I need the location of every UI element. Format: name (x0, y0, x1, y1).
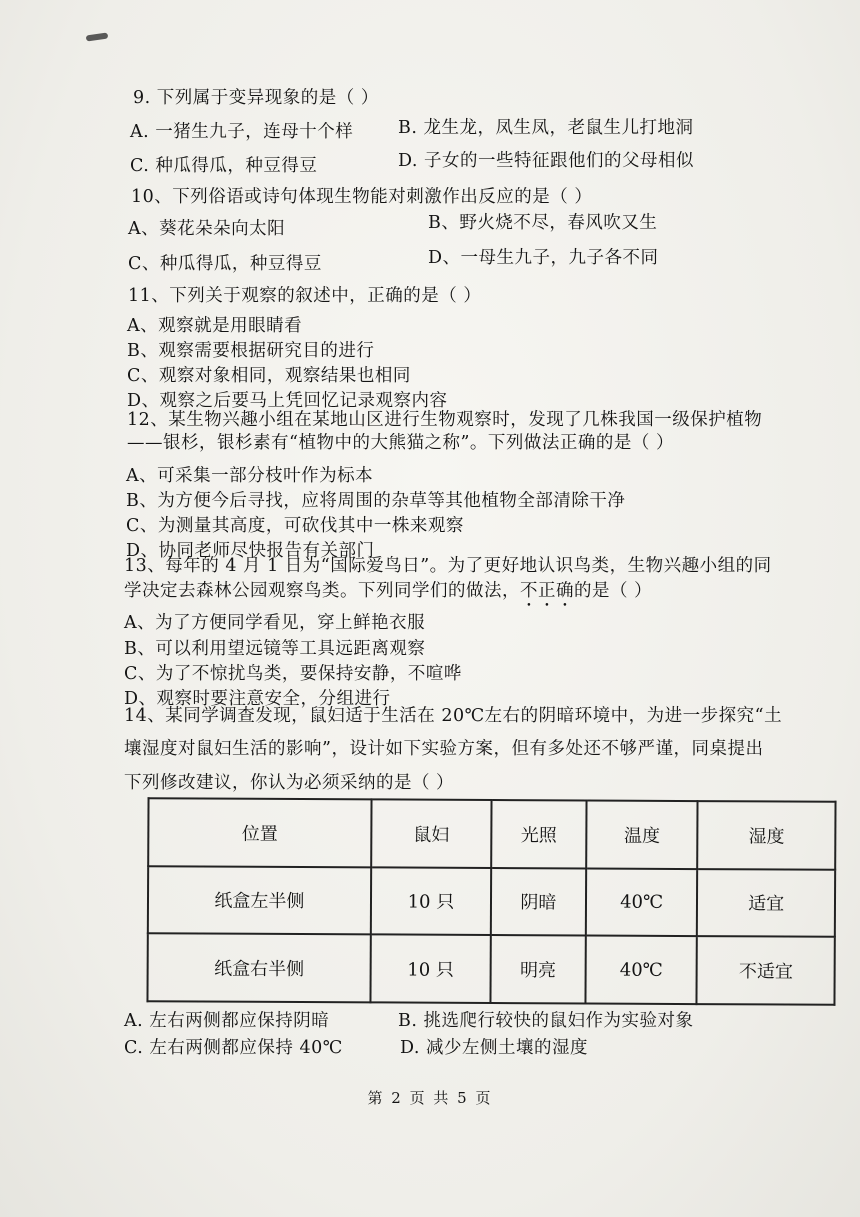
table-header-cell: 位置 (148, 798, 371, 867)
q14-option-d: D. 减少左侧土壤的湿度 (400, 1038, 589, 1058)
q9-option-b: B. 龙生龙，凤生凤，老鼠生儿打地洞 (398, 118, 694, 138)
q11-option-c: C、观察对象相同，观察结果也相同 (127, 366, 411, 386)
table-cell: 10 只 (370, 935, 490, 1003)
experiment-table (146, 797, 836, 1006)
q10-option-b: B、野火烧不尽，春风吹又生 (428, 213, 658, 233)
q9-option-c: C. 种瓜得瓜，种豆得豆 (130, 156, 318, 176)
table-row (147, 934, 834, 1005)
q12-option-c: C、为测量其高度，可砍伐其中一株来观察 (126, 516, 464, 536)
table-cell: 适宜 (697, 869, 835, 937)
table-header-cell: 温度 (586, 800, 698, 868)
q10-option-d: D、一母生九子，九子各不同 (428, 248, 659, 268)
q10-stem: 10、下列俗语或诗句体现生物能对刺激作出反应的是（ ） (131, 187, 593, 207)
table-cell: 不适宜 (697, 936, 835, 1004)
table-header-cell: 湿度 (698, 801, 836, 869)
q9-option-a: A. 一猪生九子，连母十个样 (130, 122, 354, 142)
q13-option-c: C、为了不惊扰鸟类，要保持安静，不喧哗 (124, 664, 462, 684)
q12-option-d: D、协同老师尽快报告有关部门 (126, 541, 375, 561)
q13-stem-line1: 13、每年的 4 月 1 日为“国际爱鸟日”。为了更好地认识鸟类，生物兴趣小组的同 (124, 556, 772, 576)
table-header-cell: 光照 (491, 800, 586, 868)
q14-stem-line2: 壤湿度对鼠妇生活的影响”，设计如下实验方案，但有多处还不够严谨，同桌提出 (124, 739, 764, 759)
emphasis-not-correct: 不正确 (520, 581, 574, 601)
q14-option-c: C. 左右两侧都应保持 40℃ (124, 1038, 343, 1058)
q11-option-a: A、观察就是用眼睛看 (127, 316, 303, 336)
q10-option-c: C、种瓜得瓜，种豆得豆 (128, 254, 322, 274)
q11-option-d: D、观察之后要马上凭回忆记录观察内容 (127, 391, 448, 411)
q14-option-b: B. 挑选爬行较快的鼠妇作为实验对象 (398, 1011, 694, 1031)
table-cell: 纸盒左半侧 (148, 866, 371, 935)
table-cell: 明亮 (490, 935, 585, 1003)
q13-option-a: A、为了方便同学看见，穿上鲜艳衣服 (124, 613, 426, 633)
table-header-cell: 鼠妇 (371, 799, 491, 867)
q9-stem: 9. 下列属于变异现象的是（ ） (133, 88, 379, 108)
q11-stem: 11、下列关于观察的叙述中，正确的是（ ） (128, 286, 482, 306)
q9-option-d: D. 子女的一些特征跟他们的父母相似 (398, 151, 695, 171)
q12-option-b: B、为方便今后寻找，应将周围的杂草等其他植物全部清除干净 (126, 491, 626, 511)
table-cell: 纸盒右半侧 (147, 934, 370, 1003)
q13-stem-line2: 学决定去森林公园观察鸟类。下列同学们的做法，不正确的是（ ） (124, 581, 653, 601)
table-cell: 10 只 (371, 867, 491, 935)
table-cell: 40℃ (585, 936, 697, 1004)
q12-stem-line1: 12、某生物兴趣小组在某地山区进行生物观察时，发现了几株我国一级保护植物 (127, 410, 763, 430)
q13-option-d: D、观察时要注意安全，分组进行 (124, 689, 391, 709)
q11-option-b: B、观察需要根据研究目的进行 (127, 341, 375, 361)
table-row (148, 866, 835, 937)
q13-option-b: B、可以利用望远镜等工具远距离观察 (124, 639, 426, 659)
page-footer: 第 2 页 共 5 页 (367, 1089, 493, 1107)
q10-option-a: A、葵花朵朵向太阳 (128, 219, 286, 239)
table-header-row (148, 798, 835, 869)
table-cell: 阴暗 (491, 868, 586, 936)
q12-stem-line2: ——银杉，银杉素有“植物中的大熊猫之称”。下列做法正确的是（ ） (127, 433, 674, 453)
q14-option-a: A. 左右两侧都应保持阴暗 (124, 1011, 330, 1031)
q12-option-a: A、可采集一部分枝叶作为标本 (126, 466, 374, 486)
q14-stem-line1: 14、某同学调查发现，鼠妇适于生活在 20℃左右的阴暗环境中，为进一步探究“土 (124, 706, 783, 726)
scan-mark (86, 32, 109, 41)
table-cell: 40℃ (586, 868, 698, 936)
q14-stem-line3: 下列修改建议，你认为必须采纳的是（ ） (124, 773, 455, 793)
